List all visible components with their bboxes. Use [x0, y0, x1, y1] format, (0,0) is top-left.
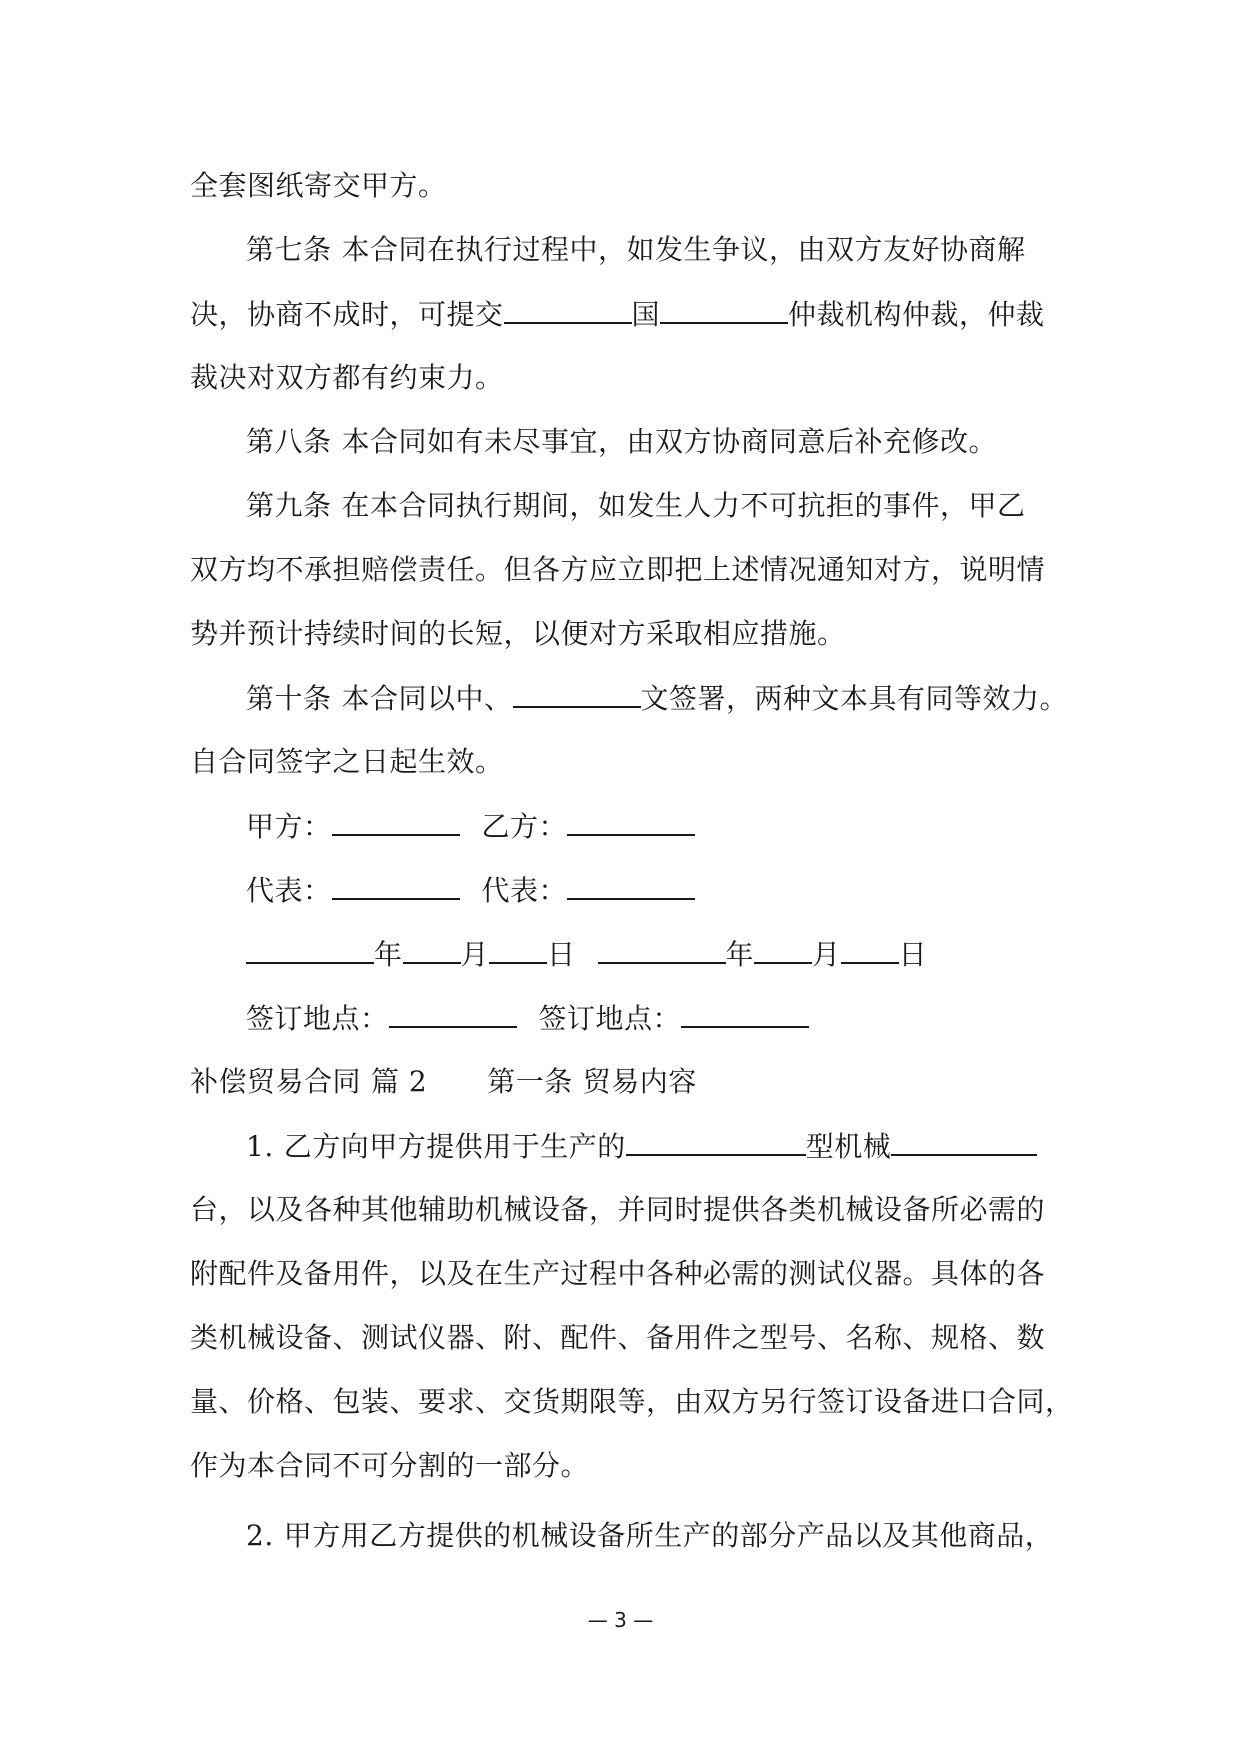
text: 乙方向甲方提供用于生产的 [283, 1130, 626, 1163]
place-b-field[interactable] [681, 998, 809, 1028]
section-title: 补偿贸易合同 [190, 1065, 362, 1098]
text: 双方均不承担赔偿责任。但各方应立即把上述情况通知对方，说明情 [190, 553, 1046, 586]
text: 文签署，两种文本具有同等效力。 [640, 682, 1069, 715]
text: 本合同在执行过程中，如发生争议，由双方友好协商解 [341, 233, 1026, 266]
paragraph-line [190, 358, 504, 398]
year-label: 年 [374, 938, 403, 971]
article-label: 第一条 [487, 1065, 573, 1098]
text: 型机械 [805, 1130, 892, 1163]
month-field[interactable] [754, 934, 812, 964]
day-field[interactable] [489, 934, 547, 964]
place-a-label: 签订地点： [246, 1002, 389, 1035]
paragraph-line [190, 166, 447, 206]
article-label: 第八条 [246, 425, 332, 458]
text: 类机械设备、测试仪器、附、配件、备用件之型号、名称、规格、数 [190, 1321, 1046, 1354]
year-field[interactable] [246, 934, 374, 964]
text: 自合同签字之日起生效。 [190, 745, 504, 778]
page-number: — 3 — [587, 1608, 654, 1632]
rep-a-label: 代表： [246, 874, 332, 907]
paragraph-line [190, 1254, 1045, 1294]
blank-field[interactable] [513, 678, 641, 708]
article-label: 第十条 [246, 682, 332, 715]
text: 全套图纸寄交甲方。 [190, 169, 447, 202]
blank-field[interactable] [891, 1126, 1037, 1156]
paragraph-line [190, 614, 846, 654]
item-2-line [246, 1516, 1053, 1556]
party-b-label: 乙方： [481, 810, 568, 843]
text: 台，以及各种其他辅助机械设备，并同时提供各类机械设备所必需的 [190, 1193, 1046, 1226]
blank-field[interactable] [504, 294, 632, 324]
paragraph-line [190, 1318, 1045, 1358]
signature-date-line [246, 934, 927, 974]
article-label: 第九条 [246, 489, 332, 522]
party-b-field[interactable] [567, 806, 695, 836]
year-field[interactable] [598, 934, 726, 964]
signature-place-line [246, 998, 809, 1038]
item-number: 1. [246, 1130, 274, 1163]
article-title: 贸易内容 [582, 1065, 697, 1098]
text: 附配件及备用件，以及在生产过程中各种必需的测试仪器。具体的各 [190, 1257, 1046, 1290]
item-1-line [246, 1126, 1037, 1166]
signature-party-line [246, 806, 695, 846]
text: 量、价格、包装、要求、交货期限等，由双方另行签订设备进口合同， [190, 1385, 1074, 1418]
paragraph-line [190, 550, 1045, 590]
article-label: 第七条 [246, 233, 332, 266]
text: 本合同如有未尽事宜，由双方协商同意后补充修改。 [341, 425, 998, 458]
party-a-label: 甲方： [246, 810, 332, 843]
text: 甲方用乙方提供的机械设备所生产的部分产品以及其他商品， [283, 1519, 1054, 1552]
section-part: 篇 2 [371, 1065, 428, 1098]
signature-rep-line [246, 870, 695, 910]
day-label: 日 [898, 938, 928, 971]
party-a-field[interactable] [332, 806, 460, 836]
article-7-line [246, 230, 1026, 270]
rep-b-label: 代表： [481, 874, 568, 907]
paragraph-line [190, 1190, 1045, 1230]
place-a-field[interactable] [389, 998, 517, 1028]
text: 势并预计持续时间的长短，以便对方采取相应措施。 [190, 617, 846, 650]
paragraph-line [190, 294, 1045, 334]
paragraph-line [190, 742, 504, 782]
item-number: 2. [246, 1519, 274, 1552]
paragraph-line [190, 1446, 589, 1486]
rep-b-field[interactable] [567, 870, 695, 900]
rep-a-field[interactable] [332, 870, 460, 900]
text: 在本合同执行期间，如发生人力不可抗拒的事件，甲乙 [341, 489, 1026, 522]
blank-field[interactable] [660, 294, 788, 324]
text: 本合同以中、 [341, 682, 513, 715]
day-field[interactable] [841, 934, 899, 964]
article-10-line [246, 678, 1068, 718]
text: 作为本合同不可分割的一部分。 [190, 1449, 590, 1482]
paragraph-line [190, 1382, 1074, 1422]
text: 裁决对双方都有约束力。 [190, 361, 504, 394]
section-heading [190, 1062, 697, 1102]
place-b-label: 签订地点： [538, 1002, 682, 1035]
month-field[interactable] [403, 934, 461, 964]
text: 决，协商不成时，可提交 [190, 298, 504, 331]
month-label: 月 [812, 938, 841, 971]
text: 国 [631, 298, 661, 331]
blank-field[interactable] [626, 1126, 806, 1156]
text: 仲裁机构仲裁，仲裁 [788, 298, 1045, 331]
day-label: 日 [547, 938, 576, 971]
month-label: 月 [460, 938, 490, 971]
article-9-line [246, 486, 1026, 526]
year-label: 年 [725, 938, 755, 971]
article-8-line [246, 422, 997, 462]
